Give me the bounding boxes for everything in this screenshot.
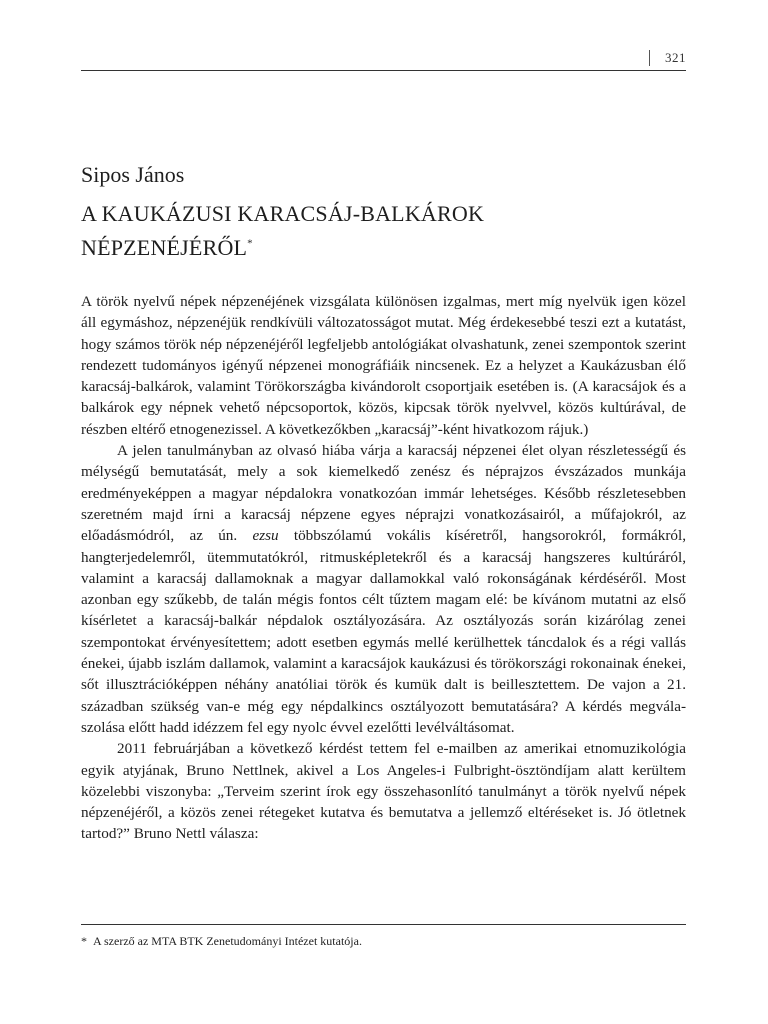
paragraph-3: 2011 februárjában a következő kérdést tettem fel e-mailben az amerikai etnomuzikológia egyik atyjának, Bruno Nettlnek, akivel a Los Angeles-i Fulbright-ösztöndíjam alatt kerültem közelebbi viszonyba: „Terveim szerint írok egy összehasonlító tanulmányt a török nyelvű népek népzenéjéről, a közös zenei rétegeket kutatva és bemutatva a jellemző eltéréseket is. Jó ötletnek tartod?” Bruno Nettl válasza: xyxy=(81,740,686,843)
paragraph-2-part-a: A jelen tanulmányban az olvasó hiába várja a karacsáj népzenei élet olyan részletességű és mélységű bemutatását, mely a sok kiemelkedő zenész és néprajzos évszázados munkája eredményeképpen a magyar népdalokra vonatkozóan immár lehetséges. Később részletesebben szeretném majd írni a karacsáj népzene egyes néprajzi vonatkozásairól, a műfajokról, az előadásmódról, az ún. xyxy=(81,442,686,545)
paragraph-2-part-b: többszólamú vokális kíséretről, hangsorokról, formákról, hangterjedelemről, ütemmutatókról, ritmusképletekről és a karacsáj hangszeres kultúráról, valamint a karacsáj dallamoknak a magyar dallamokkal való rokonságának kérdéséről. Most azonban egy szűkebb, de talán mégis fontos célt tűztem magam elé: be kívánom mutatni az első kísérletet a karacsáj-balkár népdalok osztályozására. Az osztályozás során kizárólag zenei szempontokat érvényesítettem; adott esetben egymás mellé kerülhettek táncdalok és a régi vallás énekei, újabb iszlám dallamok, valamint a karacsájok kaukázusi és törökországi rokonainak énekei, sőt illusztrációképpen néhány anatóliai török és kumük dalt is beillesztettem. De vajon a 21. században szükség van-e még egy népdalkincs osztályozott bemutatására? A kérdés megválaszolása előtt hadd idézzem fel egy nyolc évvel ezelőtti levélváltásomat. xyxy=(81,527,686,736)
paragraph-2 xyxy=(81,440,686,738)
header-separator xyxy=(649,50,650,66)
page-header xyxy=(81,44,686,71)
paragraph-2-emphasis: ezsu xyxy=(252,527,279,545)
title-footnote-marker: * xyxy=(247,237,253,250)
footnote xyxy=(81,934,686,949)
article-title xyxy=(81,197,686,265)
paragraph-1: A török nyelvű népek népzenéjének vizsgálata különösen izgalmas, mert míg nyelvük igen közel áll egymáshoz, népzenéjük rendkívüli változatosságot mutat. Még érdekesebbé teszi ezt a kutatást, hogy számos török nép népzenéjéről legfeljebb antológiákat olvashatunk, zenei szempontok szerint rendezett tudományos igényű népzenei monográfiáik nincsenek. Ez a helyzet a Kaukázusban élő karacsáj-balkárok, valamint Törökországba kivándorolt csoportjaik esetében is. (A karacsájok és a balkárok egy népnek vehető népcsoportok, közös, kipcsak török nyelvvel, közös kultúrával, de részben eltérő etnogenezissel. A következőkben „karacsáj”-ként hivatkozom rájuk.) xyxy=(81,293,686,438)
page-number: 321 xyxy=(665,50,686,65)
article-body xyxy=(81,291,686,845)
header-rule xyxy=(81,70,686,71)
title-line-2-text: NÉPZENÉJÉRŐL xyxy=(81,235,248,260)
footnote-text: A szerző az MTA BTK Zenetudományi Intézet kutatója. xyxy=(93,934,362,948)
article-author: Sipos János xyxy=(81,162,185,187)
title-line-2 xyxy=(81,231,686,265)
title-line-1: A KAUKÁZUSI KARACSÁJ-BALKÁROK xyxy=(81,201,485,226)
footnote-marker: * xyxy=(81,934,87,948)
footnote-rule xyxy=(81,924,686,925)
